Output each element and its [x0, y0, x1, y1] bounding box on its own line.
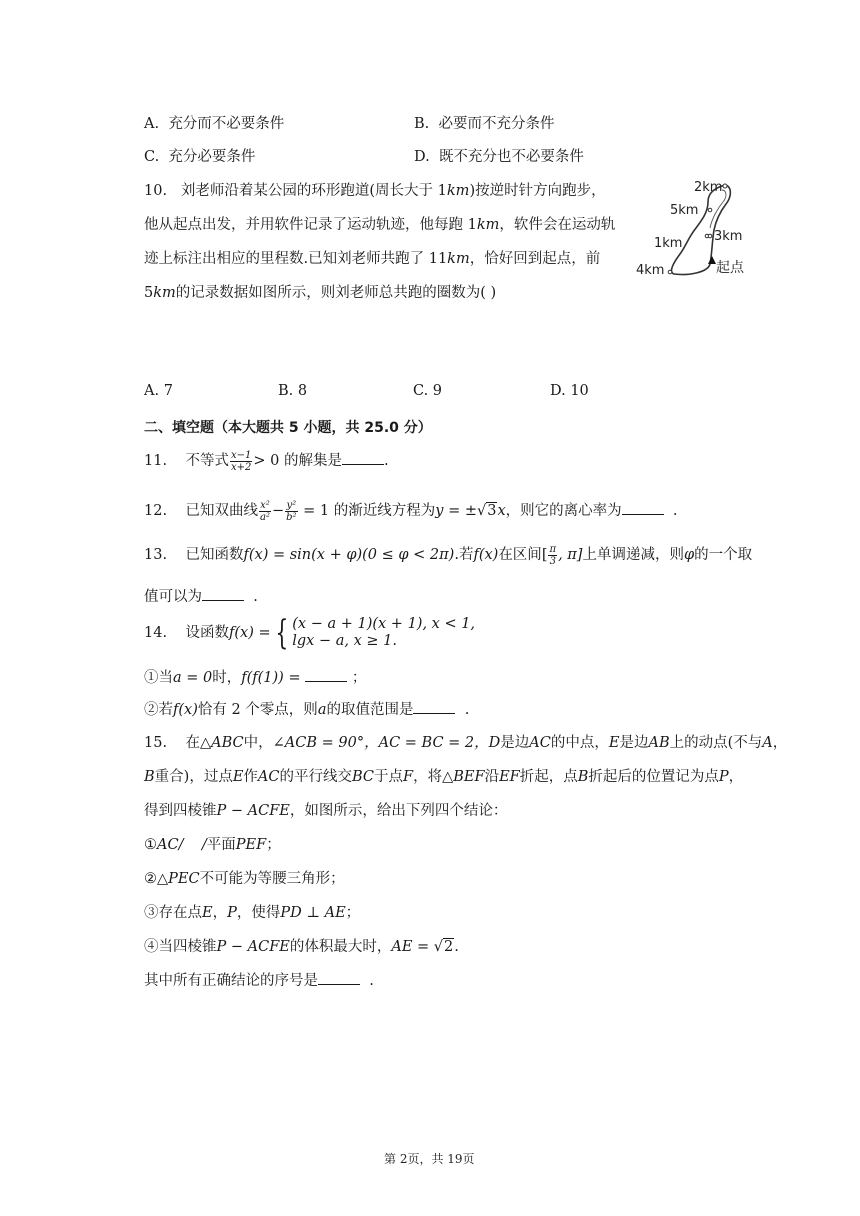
question-14-part1: ①当a = 0时，f(f(1)) = ；	[144, 670, 367, 686]
answer-blank[interactable]	[318, 972, 360, 985]
q9-option-b: B. 必要而不充分条件	[414, 116, 555, 132]
figure-label-1km: 1km	[654, 236, 683, 251]
q10-line2: 他从起点出发，并用软件记录了运动轨迹，他每跑 1km，软件会在运动轨	[144, 217, 616, 233]
figure-label-5km: 5km	[670, 203, 699, 218]
start-marker	[708, 256, 716, 264]
q10-option-b: B. 8	[278, 383, 308, 399]
question-11: 11. 不等式 $\frac{x-1}{x+2}$ > 0 的解集是 .	[144, 449, 389, 473]
running-track-figure	[630, 172, 760, 284]
question-15-prompt: 其中所有正确结论的序号是 .	[144, 973, 374, 989]
q10-option-d: D. 10	[550, 383, 589, 399]
q10-line4: 5km的记录数据如图所示，则刘老师总共跑的圈数为( )	[144, 285, 497, 301]
answer-blank[interactable]	[202, 588, 244, 601]
q9-option-c: C. 充分必要条件	[144, 149, 256, 165]
sqrt-symbol: √	[476, 503, 487, 519]
question-15-line1: 15. 在△ABC中，∠ACB = 90°，AC = BC = 2，D是边AC的中点，E是边AB上的动点(不与A，	[144, 735, 788, 751]
question-13-line1: 13. 已知函数f(x) = sin(x + φ)(0 ≤ φ < 2π).若f(x)在区间[ $\frac{\pi}{3}$ , π]上单调递减，则φ的一个取	[144, 543, 753, 567]
question-14-part2: ②若f(x)恰有 2 个零点，则a的取值范围是 .	[144, 702, 470, 718]
question-15-line2: B重合)，过点E作AC的平行线交BC于点F，将△BEF沿EF折起，点B折起后的位置记为点P，	[144, 769, 744, 785]
question-15-line3: 得到四棱锥P − ACFE，如图所示，给出下列四个结论：	[144, 803, 508, 819]
answer-blank[interactable]	[342, 452, 384, 465]
figure-label-4km: 4km	[636, 263, 665, 278]
conclusion-3: ③存在点E，P，使得PD ⊥ AE；	[144, 905, 361, 921]
answer-blank[interactable]	[622, 502, 664, 515]
question-14: 14. 设函数f(x) = { (x − a + 1)(x + 1), x < 1, lgx − a, x ≥ 1.	[144, 613, 476, 653]
q9-option-d: D. 既不充分也不必要条件	[414, 149, 584, 165]
question-13-line2: 值可以为 .	[144, 589, 258, 605]
conclusion-1: ①AC/ /平面PEF；	[144, 837, 281, 853]
figure-label-start: 起点	[716, 260, 744, 276]
q10-line1: 10. 刘老师沿着某公园的环形跑道(周长大于 1km)按逆时针方向跑步，	[144, 183, 606, 199]
figure-label-3km: 3km	[714, 229, 743, 244]
q10-line3: 迹上标注出相应的里程数.已知刘老师共跑了 11km，恰好回到起点，前	[144, 251, 601, 267]
q10-option-a: A. 7	[144, 383, 173, 399]
answer-blank[interactable]	[305, 669, 347, 682]
answer-blank[interactable]	[413, 701, 455, 714]
q10-option-c: C. 9	[413, 383, 443, 399]
section-heading-fill-in: 二、填空题（本大题共 5 小题，共 25.0 分）	[144, 420, 432, 436]
figure-label-2km: 2km	[694, 180, 723, 195]
conclusion-4: ④当四棱锥P − ACFE的体积最大时，AE = √2.	[144, 939, 459, 955]
page-footer: 第 2页，共 19页	[384, 1152, 475, 1166]
sqrt-symbol: √	[433, 939, 444, 955]
q9-option-a: A. 充分而不必要条件	[144, 116, 285, 132]
question-12: 12. 已知双曲线 $\frac{\text{x²}}{\text{a²}}$ − $\frac{\text{y²}}{\text{b²}}$ = 1 的渐近线方程为y = ±√3x，则它的离心率为 .	[144, 499, 678, 523]
piecewise-brace: {	[274, 613, 288, 653]
conclusion-2: ②△PEC不可能为等腰三角形；	[144, 871, 345, 887]
